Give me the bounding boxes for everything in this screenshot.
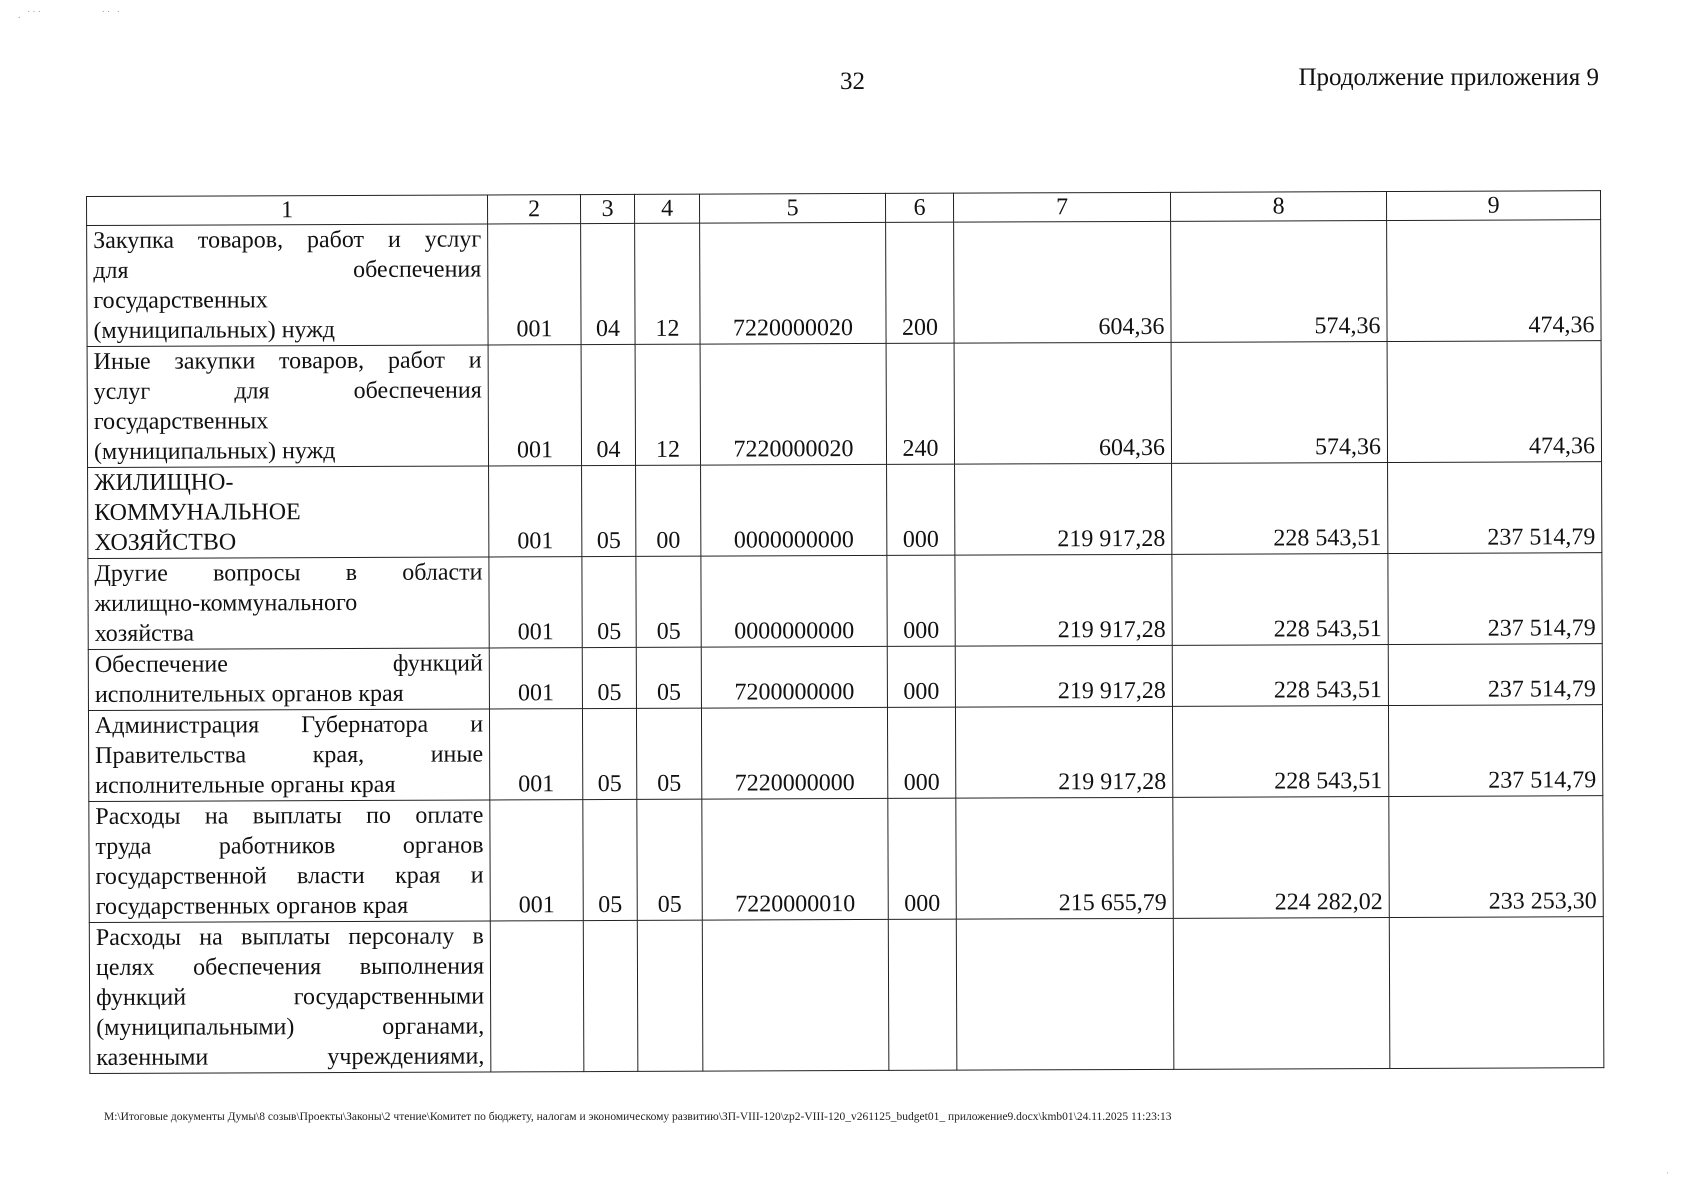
table-row xyxy=(88,462,1602,559)
target-article-cell: 7220000010 xyxy=(702,798,888,920)
amount-cell: 228 543,51 xyxy=(1172,645,1388,707)
target-article-cell xyxy=(702,919,889,1071)
amount-cell: 574,36 xyxy=(1171,221,1387,343)
amount-cell: 237 514,79 xyxy=(1388,462,1602,554)
expense-item-name-line: для обеспечения xyxy=(93,256,482,284)
expense-item-name-line: государственной власти края и xyxy=(95,862,484,890)
table-row xyxy=(87,220,1601,347)
section-code-cell: 04 xyxy=(581,223,635,344)
section-code-cell: 05 xyxy=(583,799,637,920)
amount-cell: 604,36 xyxy=(954,221,1171,343)
target-article-cell: 0000000000 xyxy=(701,464,887,556)
amount-cell: 228 543,51 xyxy=(1172,463,1388,555)
expense-item-name-line: Расходы на выплаты по оплате xyxy=(95,802,484,830)
section-code-cell xyxy=(583,920,638,1071)
expense-item-name-line: государственных xyxy=(93,408,269,435)
expense-type-cell: 000 xyxy=(888,798,956,919)
section-code-cell: 05 xyxy=(582,556,636,647)
amount-cell: 474,36 xyxy=(1387,341,1601,463)
appendix-continuation-note: Продолжение приложения 9 xyxy=(1298,64,1599,91)
target-article-cell: 7220000020 xyxy=(700,343,886,465)
column-header: 5 xyxy=(699,193,885,223)
expense-item-name-line: государственных xyxy=(93,287,268,314)
amount-cell: 237 514,79 xyxy=(1388,644,1602,706)
amount-cell: 228 543,51 xyxy=(1172,554,1388,646)
document-file-path: М:\Итоговые документы Думы\8 созыв\Проекты\Законы\2 чтение\Комитет по бюджету, налогам и экономическому развитию\ЗП-VIII-120\zp2-VIII-120_v261125_budget01_ приложение9.docx\kmb01\24.11.2025 11:23:13 xyxy=(104,1111,1172,1123)
amount-cell: 219 917,28 xyxy=(955,645,1172,707)
expense-item-name-line: (муниципальных) нужд xyxy=(93,317,336,344)
section-code-cell: 05 xyxy=(582,708,636,799)
expense-type-cell: 000 xyxy=(887,707,955,798)
expense-item-name-line: государственных органов края xyxy=(95,892,409,920)
admin-code-cell: 001 xyxy=(490,800,583,921)
amount-cell xyxy=(956,918,1174,1070)
amount-cell: 233 253,30 xyxy=(1389,796,1603,918)
expense-item-name-line: целях обеспечения выполнения xyxy=(95,953,485,981)
expense-type-cell: 200 xyxy=(886,222,954,343)
expense-item-name-line: (муниципальными) органами, xyxy=(96,1013,485,1041)
expense-item-name-line: (муниципальных) нужд xyxy=(93,438,336,465)
admin-code-cell: 001 xyxy=(489,648,582,709)
table-row xyxy=(89,917,1604,1074)
expense-type-cell: 000 xyxy=(887,646,955,707)
table-row xyxy=(87,341,1601,468)
admin-code-cell: 001 xyxy=(489,709,582,800)
expense-item-name-line: казенными учреждениями, xyxy=(96,1043,485,1071)
expense-type-cell: 000 xyxy=(887,464,955,555)
scan-artifact: · xyxy=(1666,1168,1669,1178)
section-code-cell: 05 xyxy=(582,647,636,708)
target-article-cell: 7220000020 xyxy=(700,222,886,344)
column-header: 3 xyxy=(580,194,634,223)
expense-item-name xyxy=(88,557,489,650)
target-article-cell: 7220000000 xyxy=(701,707,887,799)
expense-item-name xyxy=(89,800,490,923)
expense-item-name-line: жилищно-коммунального xyxy=(94,589,358,617)
expense-item-name-line: Закупка товаров, работ и услуг xyxy=(93,226,482,254)
column-header: 8 xyxy=(1170,192,1386,222)
expense-type-cell: 240 xyxy=(886,343,954,464)
expense-item-name-line: ЖИЛИЩНО- xyxy=(94,469,234,496)
amount-cell xyxy=(1173,918,1390,1070)
expense-item-name-line: Иные закупки товаров, работ и xyxy=(93,347,482,375)
target-article-cell: 0000000000 xyxy=(701,555,887,647)
subsection-code-cell: 05 xyxy=(636,708,701,799)
amount-cell: 228 543,51 xyxy=(1172,706,1388,798)
expense-item-name-line: ХОЗЯЙСТВО xyxy=(94,529,237,556)
amount-cell xyxy=(1389,917,1604,1069)
column-header: 4 xyxy=(634,194,699,223)
expense-item-name xyxy=(87,224,488,347)
expense-item-name xyxy=(87,345,488,468)
column-header: 6 xyxy=(885,193,953,222)
subsection-code-cell: 12 xyxy=(635,223,700,344)
expense-item-name-line: исполнительных органов края xyxy=(94,680,404,708)
expense-item-name-line: КОММУНАЛЬНОЕ xyxy=(94,499,301,526)
amount-cell: 215 655,79 xyxy=(956,797,1173,919)
subsection-code-cell: 05 xyxy=(636,556,701,647)
amount-cell: 237 514,79 xyxy=(1388,705,1602,797)
expense-item-name xyxy=(89,921,491,1074)
table-row xyxy=(88,553,1602,650)
expense-item-name-line: Правительства края, иные xyxy=(95,741,484,769)
expense-item-name-line: функций государственными xyxy=(96,983,485,1011)
amount-cell: 219 917,28 xyxy=(955,463,1172,555)
subsection-code-cell: 05 xyxy=(636,647,701,708)
amount-cell: 219 917,28 xyxy=(955,554,1172,646)
subsection-code-cell: 05 xyxy=(637,799,702,920)
column-header: 9 xyxy=(1386,191,1600,221)
expense-item-name-line: Расходы на выплаты персоналу в xyxy=(95,923,484,951)
expense-item-name-line: хозяйства xyxy=(94,620,194,647)
page-number: 32 xyxy=(840,68,865,95)
expense-item-name-line: труда работников органов xyxy=(95,832,484,860)
section-code-cell: 04 xyxy=(581,344,635,465)
admin-code-cell: 001 xyxy=(488,224,581,345)
admin-code-cell: 001 xyxy=(488,345,581,466)
expense-type-cell: 000 xyxy=(887,555,955,646)
expense-item-name xyxy=(88,709,489,802)
expense-item-name-line: услуг для обеспечения xyxy=(93,377,482,405)
subsection-code-cell: 00 xyxy=(636,465,701,556)
budget-table xyxy=(86,190,1604,1074)
subsection-code-cell xyxy=(637,920,703,1071)
column-header: 7 xyxy=(953,192,1170,222)
table-row xyxy=(89,796,1603,923)
amount-cell: 604,36 xyxy=(954,342,1171,464)
amount-cell: 224 282,02 xyxy=(1173,797,1389,919)
target-article-cell: 7200000000 xyxy=(701,646,887,708)
section-code-cell: 05 xyxy=(582,465,636,556)
column-header: 1 xyxy=(87,195,488,226)
amount-cell: 237 514,79 xyxy=(1388,553,1602,645)
expense-item-name-line: Обеспечение функций xyxy=(94,650,483,678)
scan-artifact: . ˙˙˙ ˙˙ ˙ xyxy=(18,10,122,21)
expense-item-name xyxy=(88,466,489,559)
admin-code-cell xyxy=(490,921,584,1072)
expense-item-name-line: Другие вопросы в области xyxy=(94,559,483,587)
expense-item-name-line: Администрация Губернатора и xyxy=(94,711,484,739)
table-row xyxy=(88,644,1602,711)
expense-item-name xyxy=(88,648,489,711)
expense-type-cell xyxy=(888,919,957,1070)
amount-cell: 474,36 xyxy=(1387,220,1601,342)
expense-item-name-line: исполнительные органы края xyxy=(95,771,396,799)
amount-cell: 574,36 xyxy=(1171,342,1387,464)
table-body xyxy=(87,220,1604,1074)
admin-code-cell: 001 xyxy=(489,466,582,557)
amount-cell: 219 917,28 xyxy=(955,706,1172,798)
column-header: 2 xyxy=(487,195,580,224)
subsection-code-cell: 12 xyxy=(635,344,700,465)
admin-code-cell: 001 xyxy=(489,557,582,648)
table-row xyxy=(88,705,1602,802)
